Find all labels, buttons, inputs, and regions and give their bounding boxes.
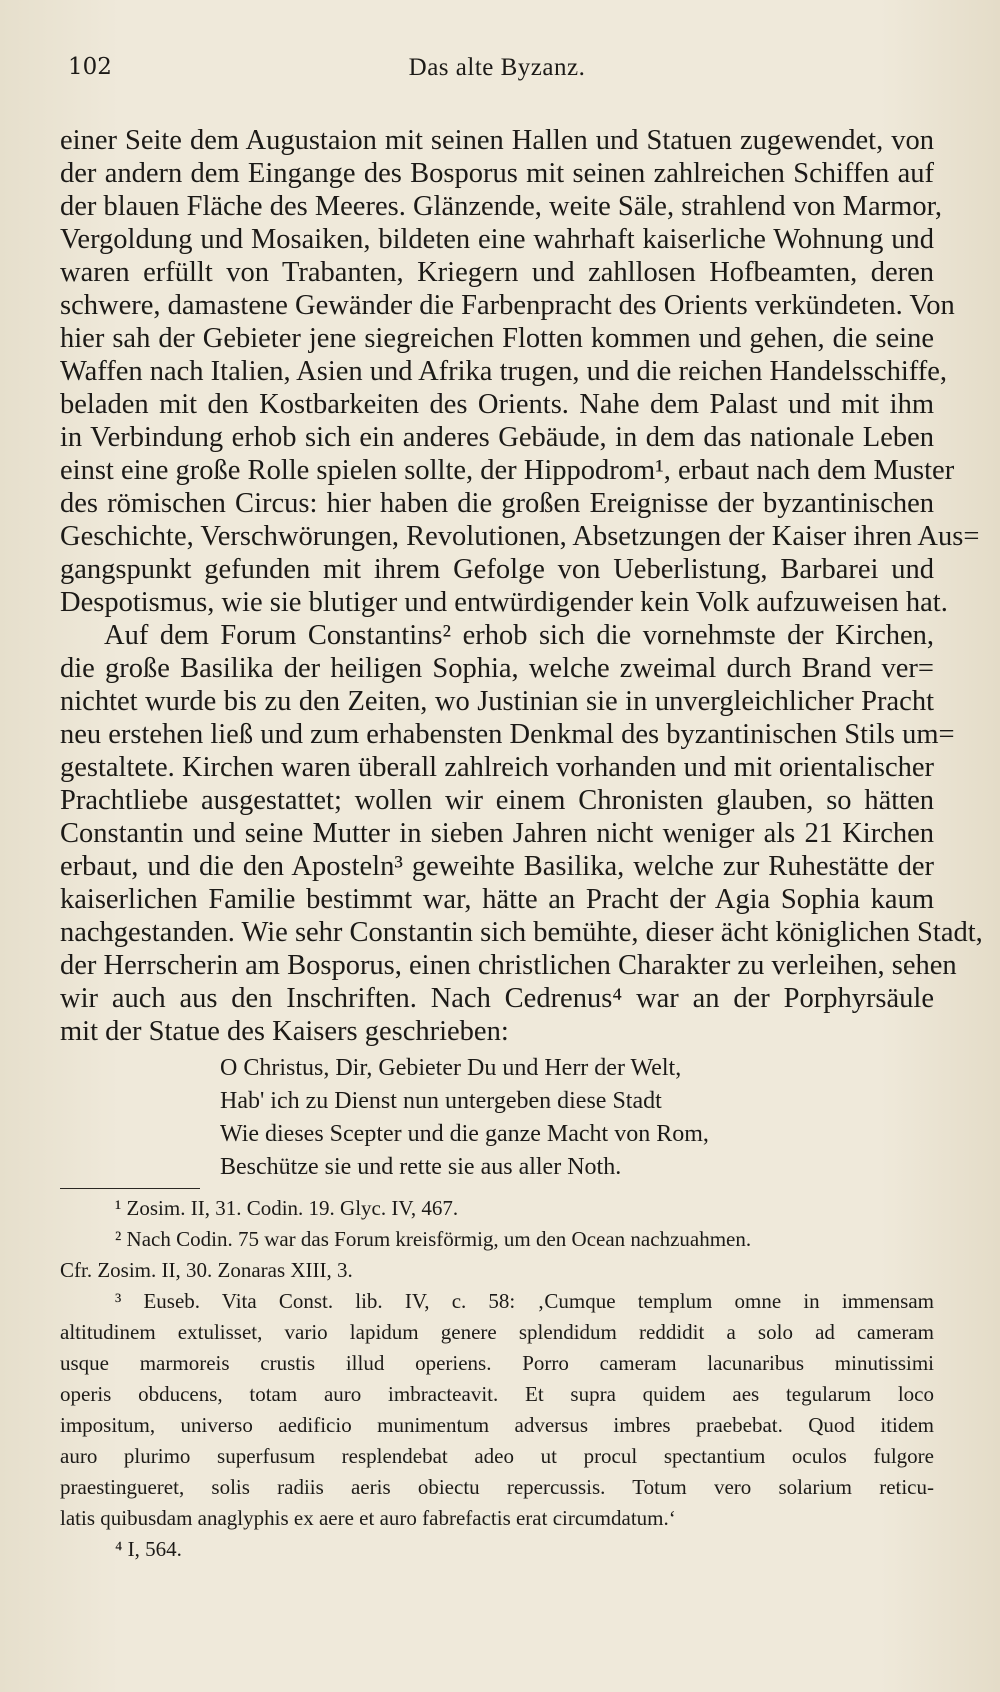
body-line: Waffen nach Italien, Asien und Afrika trugen, und die reichen Handelsschiffe, <box>60 356 947 387</box>
body-line: neu erstehen ließ und zum erhabensten Denkmal des byzantinischen Stils um= <box>60 719 955 750</box>
footnote-line: impositum, universo aedificio munimentum adversus imbres praebebat. Quod itidem <box>60 1413 934 1437</box>
body-line: nachgestanden. Wie sehr Constantin sich bemühte, dieser ächt königlichen Stadt, <box>60 917 983 948</box>
footnote-line: ² Nach Codin. 75 war das Forum kreisförmig, um den Ocean nachzuahmen. <box>115 1227 752 1251</box>
footnote-line: ³ Euseb. Vita Const. lib. IV, c. 58: ‚Cumque templum omne in immensam <box>115 1289 934 1313</box>
body-line: wir auch aus den Inschriften. Nach Cedrenus⁴ war an der Porphyrsäule <box>60 983 934 1014</box>
footnote-line: ¹ Zosim. II, 31. Codin. 19. Glyc. IV, 467. <box>115 1196 459 1220</box>
body-line: die große Basilika der heiligen Sophia, welche zweimal durch Brand ver= <box>60 653 934 684</box>
inscription-verse <box>220 1052 934 1184</box>
body-line: hier sah der Gebieter jene siegreichen Flotten kommen und gehen, die seine <box>60 323 934 354</box>
body-line: kaiserlichen Familie bestimmt war, hätte an Pracht der Agia Sophia kaum <box>60 884 934 915</box>
footnote-divider <box>60 1188 200 1189</box>
body-line: erbaut, und die den Aposteln³ geweihte Basilika, welche zur Ruhestätte der <box>60 851 934 882</box>
page-number: 102 <box>68 54 112 80</box>
body-line: beladen mit den Kostbarkeiten des Orients. Nahe dem Palast und mit ihm <box>60 389 934 420</box>
footnotes <box>60 1193 934 1565</box>
body-text <box>60 124 983 1048</box>
verse-line: O Christus, Dir, Gebieter Du und Herr der Welt, <box>220 1055 682 1081</box>
body-line: Vergoldung und Mosaiken, bildeten eine wahrhaft kaiserliche Wohnung und <box>60 224 934 255</box>
body-line: Despotismus, wie sie blutiger und entwürdigender kein Volk aufzuweisen hat. <box>60 587 948 618</box>
body-line: mit der Statue des Kaisers geschrieben: <box>60 1016 509 1047</box>
body-line: einer Seite dem Augustaion mit seinen Hallen und Statuen zugewendet, von <box>60 125 934 156</box>
footnote-line: latis quibusdam anaglyphis ex aere et auro fabrefactis erat circumdatum.‘ <box>60 1506 676 1530</box>
body-line: Auf dem Forum Constantins² erhob sich die vornehmste der Kirchen, <box>104 620 934 651</box>
page-header <box>60 48 934 88</box>
footnote-line: Cfr. Zosim. II, 30. Zonaras XIII, 3. <box>60 1258 353 1282</box>
footnote-line: auro plurimo superfusum resplendebat adeo ut procul spectantium oculos fulgore <box>60 1444 934 1468</box>
footnote-line: operis obducens, totam auro imbracteavit. Et supra quidem aes tegularum loco <box>60 1382 934 1406</box>
running-title: Das alte Byzanz. <box>408 54 586 81</box>
body-line: in Verbindung erhob sich ein anderes Gebäude, in dem das nationale Leben <box>60 422 934 453</box>
verse-line: Beschütze sie und rette sie aus aller Noth. <box>220 1154 622 1180</box>
body-line: der blauen Fläche des Meeres. Glänzende, weite Säle, strahlend von Marmor, <box>60 191 943 222</box>
body-line: des römischen Circus: hier haben die großen Ereignisse der byzantinischen <box>60 488 934 519</box>
body-line: waren erfüllt von Trabanten, Kriegern und zahllosen Hofbeamten, deren <box>60 257 934 288</box>
body-line: der andern dem Eingange des Bosporus mit seinen zahlreichen Schiffen auf <box>60 158 934 189</box>
body-line: der Herrscherin am Bosporus, einen christlichen Charakter zu verleihen, sehen <box>60 950 957 981</box>
body-line: nichtet wurde bis zu den Zeiten, wo Justinian sie in unvergleichlicher Pracht <box>60 686 934 717</box>
footnote-line: praestingueret, solis radiis aeris obiectu repercussis. Totum vero solarium reticu- <box>60 1475 934 1499</box>
body-line: gangspunkt gefunden mit ihrem Gefolge von Ueberlistung, Barbarei und <box>60 554 934 585</box>
footnote-line: ⁴ I, 564. <box>115 1537 182 1561</box>
body-line: Geschichte, Verschwörungen, Revolutionen, Absetzungen der Kaiser ihren Aus= <box>60 521 980 552</box>
body-line: Constantin und seine Mutter in sieben Jahren nicht weniger als 21 Kirchen <box>60 818 934 849</box>
body-line: gestaltete. Kirchen waren überall zahlreich vorhanden und mit orientalischer <box>60 752 934 783</box>
verse-line: Hab' ich zu Dienst nun untergeben diese Stadt <box>220 1088 662 1114</box>
footnote-line: altitudinem extulisset, vario lapidum genere splendidum reddidit a solo ad cameram <box>60 1320 934 1344</box>
body-line: Prachtliebe ausgestattet; wollen wir einem Chronisten glauben, so hätten <box>60 785 934 816</box>
body-line: schwere, damastene Gewänder die Farbenpracht des Orients verkündeten. Von <box>60 290 955 321</box>
footnote-line: usque marmoreis crustis illud operiens. Porro cameram lacunaribus minutissimi <box>60 1351 934 1375</box>
body-line: einst eine große Rolle spielen sollte, der Hippodrom¹, erbaut nach dem Muster <box>60 455 955 486</box>
verse-line: Wie dieses Scepter und die ganze Macht von Rom, <box>220 1121 709 1147</box>
